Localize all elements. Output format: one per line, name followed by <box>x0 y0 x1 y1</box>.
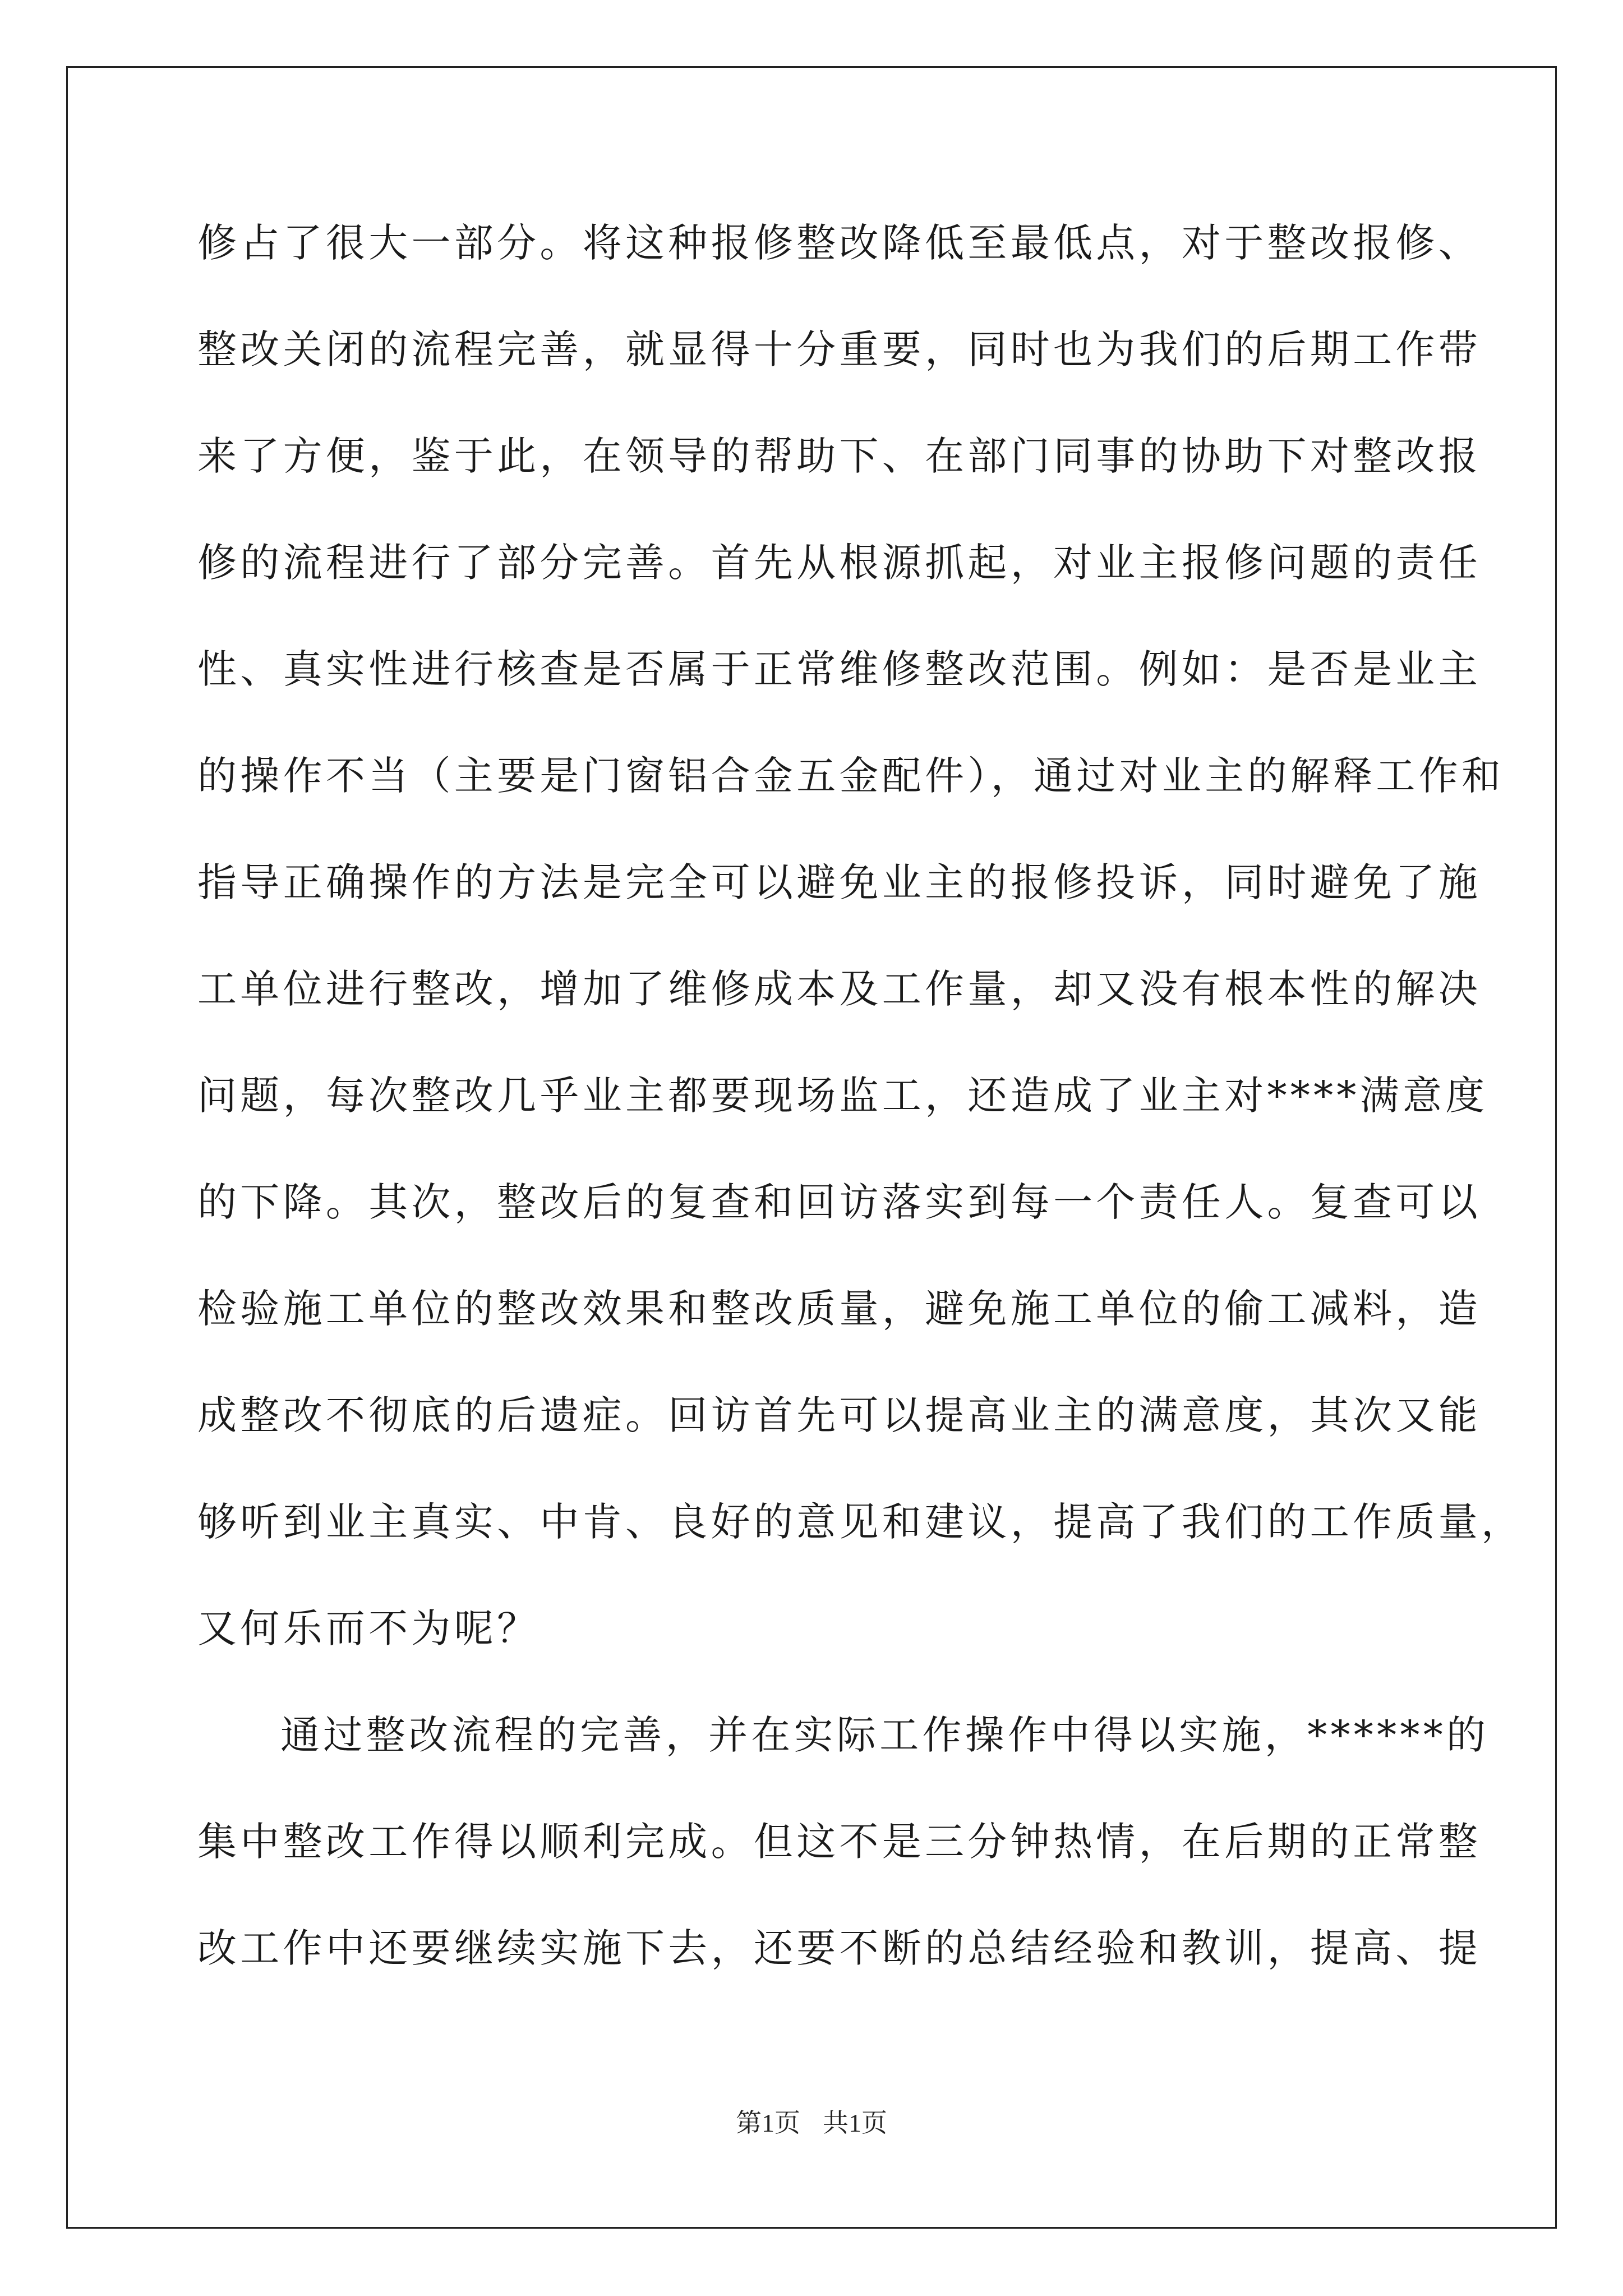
text-line: 的下降。其次，整改后的复查和回访落实到每一个责任人。复查可以 <box>197 1179 1481 1225</box>
paragraph-first-line: 通过整改流程的完善，并在实际工作操作中得以实施，******的 <box>280 1712 1490 1758</box>
text-line: 集中整改工作得以顺利完成。但这不是三分钟热情，在后期的正常整 <box>197 1819 1481 1865</box>
text-line: 问题，每次整改几乎业主都要现场监工，还造成了业主对****满意度 <box>197 1073 1488 1119</box>
text-line: 改工作中还要继续实施下去，还要不断的总结经验和教训，提高、提 <box>197 1925 1481 1971</box>
text-line: 修占了很大一部分。将这种报修整改降低至最低点，对于整改报修、 <box>197 220 1481 266</box>
text-line: 工单位进行整改，增加了维修成本及工作量，却又没有根本性的解决 <box>197 966 1481 1012</box>
text-line: 成整改不彻底的后遗症。回访首先可以提高业主的满意度，其次又能 <box>197 1392 1481 1438</box>
text-line: 修的流程进行了部分完善。首先从根源抓起，对业主报修问题的责任 <box>197 540 1481 586</box>
text-line: 指导正确操作的方法是完全可以避免业主的报修投诉，同时避免了施 <box>197 859 1481 905</box>
page-footer <box>0 2102 1623 2139</box>
text-line: 来了方便，鉴于此，在领导的帮助下、在部门同事的协助下对整改报 <box>197 433 1481 479</box>
page-number: 第1页 <box>736 2109 800 2137</box>
text-line: 性、真实性进行核查是否属于正常维修整改范围。例如：是否是业主 <box>197 646 1481 692</box>
text-line: 整改关闭的流程完善，就显得十分重要，同时也为我们的后期工作带 <box>197 326 1481 372</box>
text-line: 检验施工单位的整改效果和整改质量，避免施工单位的偷工减料，造 <box>197 1286 1481 1332</box>
document-body <box>197 190 1524 2001</box>
text-line: 够听到业主真实、中肯、良好的意见和建议，提高了我们的工作质量， <box>197 1499 1524 1545</box>
page-total: 共1页 <box>823 2109 887 2137</box>
text-line: 的操作不当（主要是门窗铝合金五金配件），通过对业主的解释工作和 <box>197 753 1505 799</box>
text-line: 又何乐而不为呢？ <box>197 1605 540 1651</box>
